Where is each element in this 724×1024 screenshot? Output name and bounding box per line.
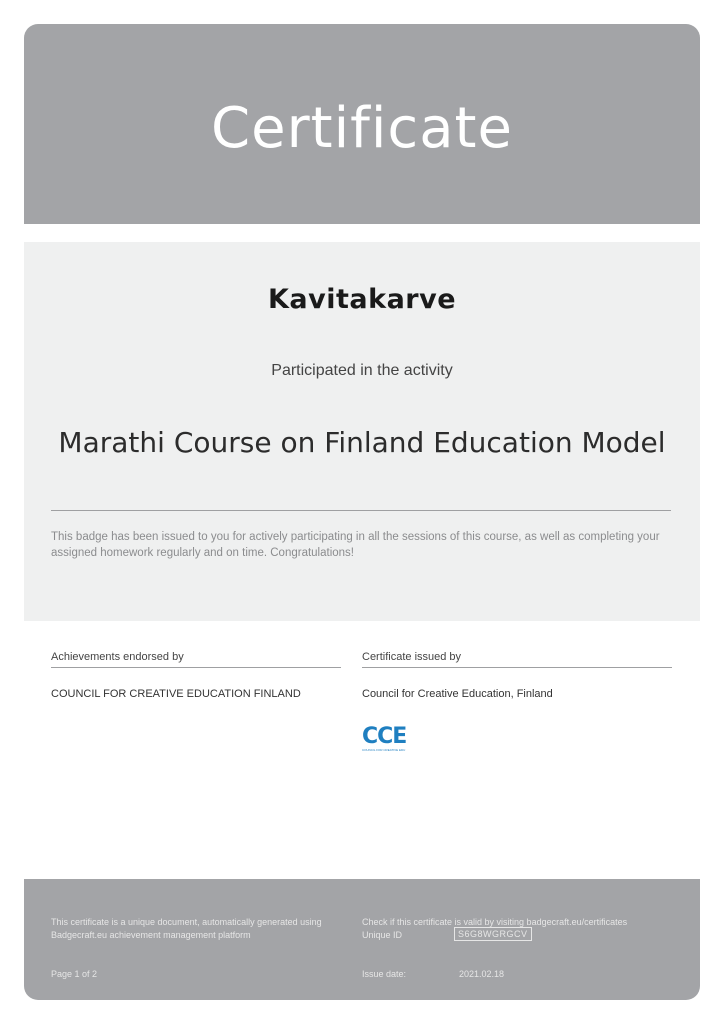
certificate-header	[24, 24, 700, 224]
logo-subtext: COUNCIL FOR CREATIVE EDU	[362, 748, 406, 752]
logo-text: CCE	[362, 724, 407, 749]
unique-id-label: Unique ID	[362, 930, 403, 940]
divider	[51, 510, 671, 511]
badge-description: This badge has been issued to you for actively participating in all the sessions of this course, as well as completing your assigned homework regularly and on time. Congratulations!	[51, 531, 660, 559]
issued-section	[362, 651, 672, 700]
issued-label: Certificate issued by	[362, 651, 672, 668]
participated-text: Participated in the activity	[271, 362, 453, 379]
certificate-body	[24, 242, 700, 621]
certificate-title: Certificate	[211, 95, 513, 161]
issue-date-value: 2021.02.18	[459, 969, 505, 979]
footer-generated-text: This certificate is a unique document, automatically generated using Badgecraft.eu achievement management platform	[51, 917, 322, 940]
cce-logo	[362, 726, 422, 758]
issued-value: Council for Creative Education, Finland	[362, 688, 553, 700]
issue-date-label: Issue date:	[362, 969, 407, 979]
page-number: Page 1 of 2	[51, 969, 98, 979]
endorsed-value: COUNCIL FOR CREATIVE EDUCATION FINLAND	[51, 688, 301, 700]
unique-id-value: S6G8WGRGCV	[454, 927, 532, 941]
recipient-name: Kavitakarve	[267, 284, 457, 315]
endorsed-section	[51, 651, 341, 700]
endorsed-label: Achievements endorsed by	[51, 651, 341, 668]
footer-verify-text: Check if this certificate is valid by visiting badgecraft.eu/certificates	[362, 917, 628, 927]
certificate-footer	[24, 879, 700, 1000]
course-title: Marathi Course on Finland Education Model	[58, 426, 666, 459]
